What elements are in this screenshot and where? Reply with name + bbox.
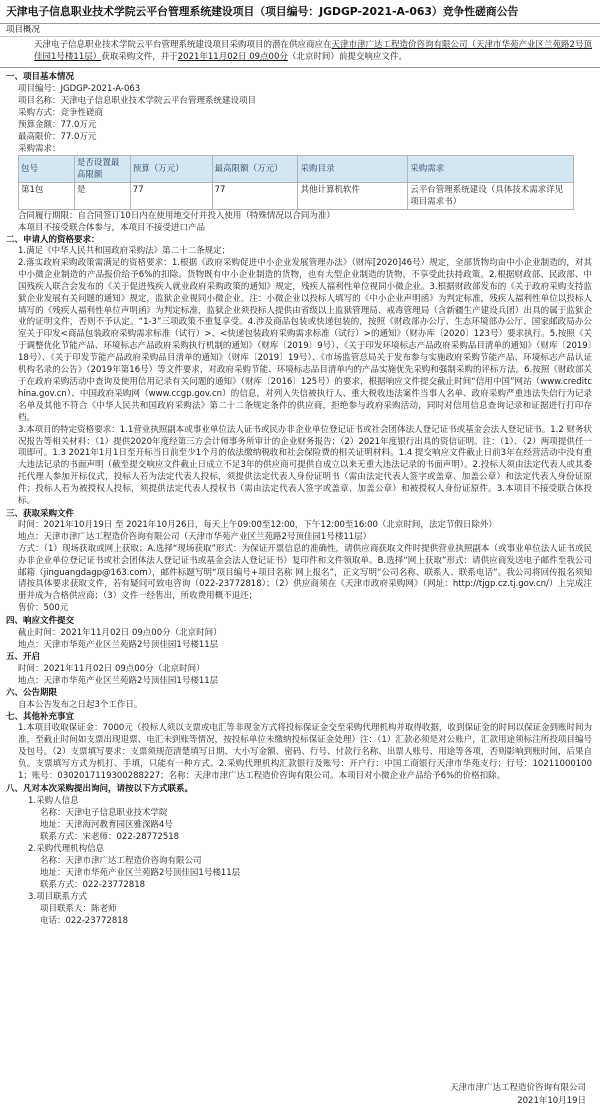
purchaser-name: 名称：天津电子信息职业技术学院 — [40, 807, 168, 818]
section-5-title: 五、开启 — [6, 652, 41, 663]
signature-block — [450, 1082, 586, 1108]
table-header: 最高限额（万元） — [212, 156, 298, 183]
qualification-1: 1.满足《中华人民共和国政府采购法》第二十二条规定； — [18, 246, 231, 256]
acquire-method: 方式：（1）现场获取或网上获取；A.选择“现场获取”形式：为保证开票信息的准确性，请供应商获取文件时提供营业执照副本（或事业单位法人证书或民办非企业单位登记证书或社会团体法人登记证书或基金会法人登记证书）复印件和文件领取单。B.选择“网上获取”形式：请供应商发送电子邮件至我公司邮箱（jinguangdagp@163.com），邮件标题写明“项目编号+项目名称 网上报名”，正文写明“公司名称、联系人、联系电话”。我公司将回传报名须知请按具体要求获取文件，若有疑问可致电咨询（022-23772818）；（2）供应商须在《天津市政府采购网》（网址：http://tjgp.cz.tj.gov.cn/）上完成注册并成为合格供应商；（3）文件一经售出，所收费用概不退还； — [18, 543, 592, 602]
table-header: 采购目录 — [298, 156, 408, 183]
section-6-title: 六、公告期限 — [6, 688, 58, 699]
opening-place: 地点：天津市华苑产业区兰苑路2号顶佳园1号楼11层 — [18, 676, 219, 687]
signature-org: 天津市津广达工程造价咨询有限公司 — [449, 1083, 586, 1093]
document-price: 售价：500元 — [18, 603, 69, 614]
agency-contact: 联系方式：022-23772818 — [40, 879, 146, 890]
contact-phone: 电话：022-23772818 — [40, 915, 129, 926]
agency-address-link: 天津市津广达工程造价咨询有限公司（天津市华苑产业区兰苑路2号顶佳园1号楼11层） — [34, 40, 592, 62]
package-table — [18, 155, 574, 210]
section-2-title: 二、申请人的资格要求： — [6, 235, 100, 245]
max-price: 最高限价：77.0万元 — [18, 132, 97, 142]
agency-address: 地址：天津市华苑产业区兰苑路2号顶佳园1号楼11层 — [40, 867, 241, 878]
overview-label: 项目概况 — [0, 24, 600, 37]
deadline-text: 2021年11月02日 09点00分 — [177, 52, 288, 62]
qualification-2: 2.落实政府采购政策需满足的资格要求：1.根据《政府采购促进中小企业发展管理办法》（财库[2020]46号）规定，全部货物均由中小企业制造的，对其中小微企业制造的产品报价给予6%的扣除。货物既有中小企业制造的货物，也有大型企业制造的货物，不享受此扶持政策。2.根据财政部、民政部、中国残疾人联合会发布的《关于促进残疾人就业政府采购政策的通知》规定，残疾人福利性单位视同小微企业。3.根据财政部发布的《关于政府采购支持监狱企业发展有关问题的通知》规定，监狱企业视同小微企业。注：小微企业以投标人填写的《中小企业声明函》为判定标准，残疾人福利性单位以投标人填写的《残疾人福利性单位声明函》为判定标准，监狱企业须投标人提供由省级以上监狱管理局、戒毒管理局（含新疆生产建设兵团）出具的属于监狱企业的证明文件，否则不予认定。“1-3”三项政策不重复享受。4.涉及商品包装或快递包装的，按照《财政部办公厅、生态环境部办公厅、国家邮政局办公室关于印发<商品包装政府采购需求标准（试行）>、<快递包装政府采购需求标准（试行）>的通知》（财办库〔2020〕123号）要求执行。5.按照《关于调整优化节能产品、环境标志产品政府采购执行机制的通知》（财库〔2019〕9号）、《关于印发环境标志产品政府采购品目清单的通知》（财库〔2019〕18号）、《关于印发节能产品政府采购品目清单的通知》（财库〔2019〕19号）、《市场监管总局关于发布参与实施政府采购节能产品、环境标志产品认证机构名录的公告》（2019年第16号）等文件要求，对政府采购节能、环境标志品目清单内的产品实施优先采购和强制采购的评标方法。6.按照《财政部关于在政府采购活动中查询及使用信用记录有关问题的通知》（财库〔2016〕125号）的要求，根据响应文件提交截止时间“信用中国”网站（www.creditchina.gov.cn）、中国政府采购网（www.ccgp.gov.cn）的信息，对列入失信被执行人、重大税收违法案件当事人名单、政府采购严重违法失信行为记录名单及其他不符合《中华人民共和国政府采购法》第二十二条规定条件的供应商，拒绝参与政府采购活动，同时对信用信息查询记录和证据进行打印存档。 — [18, 257, 592, 423]
supplementary-info: 1.本项目收取保证金：7000元（投标人须以支票或电汇等非现金方式将投标保证金交至采购代理机构并取得收据，收到保证金的时间以保证金到账时间为准，至截止时间如支票出现退票、电汇未到账等情况，按投标单位未缴纳投标保证金处理）注：（1）汇款必须是对公账户，汇款用途须标注所投项目编号及包号。（2）支票填写要求：支票须规范清楚填写日期、大小写金额、密码、行号、付款行名称、出票人账号、用途等各项，否则影响到账时间，后果自负。支票填写方式为机打、手填，只能有一种方式。2.采购代理机构汇款银行及账号：开户行：中国工商银行天津市华苑支行；行号：102110001001；账号：0302017119300288227；名称：天津市津广达工程造价咨询有限公司。本项目对小微企业产品给予6%的价格扣除。 — [18, 723, 592, 781]
section-8-title: 八、凡对本次采购提出询问，请按以下方式联系。 — [6, 783, 194, 794]
submission-deadline: 截止时间：2021年11月02日 09点00分（北京时间） — [18, 628, 222, 639]
opening-time: 时间：2021年11月02日 09点00分（北京时间） — [18, 664, 205, 675]
agency-name: 名称：天津市津广达工程造价咨询有限公司 — [40, 855, 202, 866]
section-7-title: 七、其他补充事宜 — [6, 712, 75, 723]
agency-title: 2.采购代理机构信息 — [28, 843, 105, 854]
table-cell: 云平台管理系统建设（具体技术需求详见项目需求书） — [408, 183, 574, 210]
consortium-note: 本项目不接受联合体参与，本项目不接受进口产品 — [18, 223, 206, 233]
table-header-row — [19, 156, 574, 183]
section-1-title: 一、项目基本情况 — [6, 72, 75, 82]
needs-label: 采购需求： — [18, 144, 61, 154]
submission-place: 地点：天津市华苑产业区兰苑路2号顶佳园1号楼11层 — [18, 640, 219, 651]
table-cell: 77 — [212, 183, 298, 210]
table-cell: 第1包 — [19, 183, 75, 210]
procurement-method: 采购方式：竞争性磋商 — [18, 108, 104, 118]
table-header: 采购需求 — [408, 156, 574, 183]
project-name: 项目名称：天津电子信息职业技术学院云平台管理系统建设项目 — [18, 96, 257, 106]
announcement-period: 自本公告发布之日起3个工作日。 — [18, 700, 143, 711]
overview-text: 天津电子信息职业技术学院云平台管理系统建设项目采购项目的潜在供应商应在天津市津广达工程造价咨询有限公司（天津市华苑产业区兰苑路2号顶佳园1号楼11层）获取采购文件，并于2021年11月02日 09点00分（北京时间）前提交响应文件。 — [0, 37, 600, 68]
section-3-title: 三、获取采购文件 — [6, 508, 75, 519]
table-cell: 是 — [74, 183, 130, 210]
table-header: 包号 — [19, 156, 75, 183]
acquire-time: 时间：2021年10月19日 至 2021年10月26日，每天上午09:00至12:00，下午12:00至16:00（北京时间，法定节假日除外） — [18, 519, 497, 530]
section-4-title: 四、响应文件提交 — [6, 616, 75, 627]
qualification-3: 3.本项目的特定资格要求：1.1营业执照副本或事业单位法人证书或民办非企业单位登记证书或社会团体法人登记证书或基金会法人登记证书。1.2 财务状况报告等相关材料：（1）提供2020年度经第三方会计师事务所审计的企业财务报告；（2）2021年度银行出具的资信证明。注：（1）、（2）两项提供任一项即可。1.3 2021年1月1日至开标当日前至少1个月的依法缴纳税收和社会保险费的相关证明材料。1.4 提交响应文件截止日前3年在经营活动中没有重大违法记录的书面声明（截至提交响应文件截止日成立不足3年的供应商可提供自成立以来无重大违法记录的书面声明）。2.投标人须由法定代表人或其委托代理人参加开标仪式，投标人若为法定代表人投标，须提供法定代表人身份证明书（需由法定代表人签字或盖章、加盖公章）和法定代表人身份证原件；投标人若为被授权人投标，须提供法定代表人授权书（需由法定代表人签字或盖章、加盖公章）和被授权人身份证原件。3.本项目不接受联合体投标。 — [18, 424, 592, 507]
contract-term: 合同履行期限：自合同签订10日内在使用地交付并投入使用（特殊情况以合同为准） — [18, 211, 335, 221]
contact-title: 3.项目联系方式 — [28, 891, 88, 902]
purchaser-title: 1.采购人信息 — [28, 795, 79, 806]
table-cell: 其他计算机软件 — [298, 183, 408, 210]
table-header: 是否设置最高限额 — [74, 156, 130, 183]
project-number: 项目编号：JGDGP-2021-A-063 — [18, 84, 141, 94]
table-row — [19, 183, 574, 210]
acquire-place: 地点：天津市津广达工程造价咨询有限公司（天津市华苑产业区兰苑路2号顶佳园1号楼11层） — [18, 531, 372, 542]
contact-person: 项目联系人：陈老师 — [40, 903, 117, 914]
table-cell: 77 — [130, 183, 212, 210]
budget-amount: 预算金额：77.0万元 — [18, 120, 97, 130]
table-header: 预算（万元） — [130, 156, 212, 183]
signature-date: 2021年10月19日 — [517, 1096, 586, 1106]
purchaser-contact: 联系方式：宋老师：022-28772518 — [40, 831, 180, 842]
purchaser-address: 地址：天津海河教育园区雅深路4号 — [40, 819, 173, 830]
page-title: 天津电子信息职业技术学院云平台管理系统建设项目（项目编号：JGDGP-2021-A-063）竞争性磋商公告 — [0, 0, 600, 24]
